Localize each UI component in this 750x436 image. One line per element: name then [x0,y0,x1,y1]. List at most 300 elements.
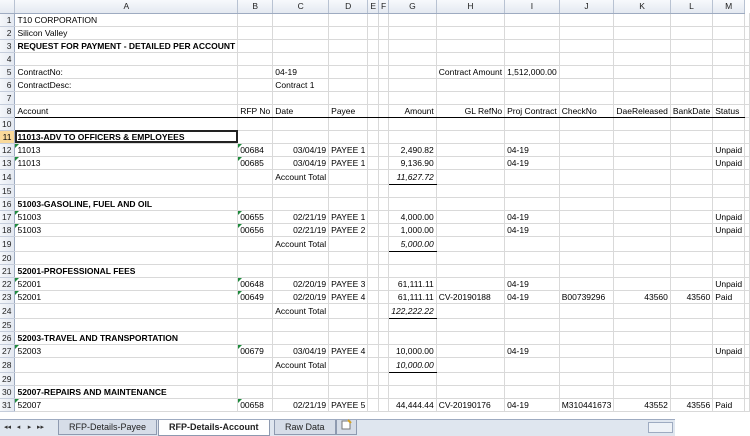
row-header[interactable]: 17 [0,210,15,223]
cell-k18[interactable] [614,223,671,236]
cell-f14[interactable] [379,169,389,184]
cell-d11[interactable] [329,130,368,143]
cell-l26[interactable] [670,331,712,344]
cell-g28[interactable]: 10,000.00 [389,357,437,372]
cell-a30[interactable]: 52007-REPAIRS AND MAINTENANCE [15,385,238,398]
cell-l10[interactable] [670,117,712,130]
cell-j7[interactable] [559,91,614,104]
cell-m20[interactable] [713,251,745,264]
cell-e13[interactable] [368,156,379,169]
cell-g27[interactable]: 10,000.00 [389,344,437,357]
cell-c31[interactable]: 02/21/19 [273,398,329,411]
cell-d19[interactable] [329,236,368,251]
cell-l1[interactable] [670,13,712,26]
row-header[interactable]: 16 [0,197,15,210]
cell-l6[interactable] [670,78,712,91]
cell-g17[interactable]: 4,000.00 [389,210,437,223]
cell-j5[interactable] [559,65,614,78]
cell-a1[interactable]: T10 CORPORATION [15,13,238,26]
column-header[interactable]: J [559,0,614,13]
cell-g4[interactable] [389,52,437,65]
cell-j6[interactable] [559,78,614,91]
cell-k26[interactable] [614,331,671,344]
cell-d14[interactable] [329,169,368,184]
cell-h25[interactable] [436,318,504,331]
cell-c19[interactable]: Account Total [273,236,329,251]
cell-a3[interactable]: REQUEST FOR PAYMENT - DETAILED PER ACCOUNT [15,39,238,52]
cell-i7[interactable] [505,91,560,104]
cell-c14[interactable]: Account Total [273,169,329,184]
cell-c26[interactable] [273,331,329,344]
row-header[interactable]: 18 [0,223,15,236]
cell-l31[interactable]: 43556 [670,398,712,411]
column-header[interactable]: G [389,0,437,13]
cell-i19[interactable] [505,236,560,251]
cell-h11[interactable] [436,130,504,143]
cell-a14[interactable] [15,169,238,184]
cell-l18[interactable] [670,223,712,236]
cell-c8[interactable]: Date [273,104,329,117]
cell-k20[interactable] [614,251,671,264]
cell-c18[interactable]: 02/21/19 [273,223,329,236]
cell-d16[interactable] [329,197,368,210]
cell-l28[interactable] [670,357,712,372]
cell-g22[interactable]: 61,111.11 [389,277,437,290]
cell-blank[interactable] [745,385,750,398]
cell-k7[interactable] [614,91,671,104]
cell-j28[interactable] [559,357,614,372]
cell-h15[interactable] [436,184,504,197]
cell-c16[interactable] [273,197,329,210]
cell-g18[interactable]: 1,000.00 [389,223,437,236]
cell-h23[interactable]: CV-20190188 [436,290,504,303]
cell-e16[interactable] [368,197,379,210]
cell-a26[interactable]: 52003-TRAVEL AND TRANSPORTATION [15,331,238,344]
cell-f20[interactable] [379,251,389,264]
cell-f7[interactable] [379,91,389,104]
cell-d2[interactable] [329,26,368,39]
cell-i14[interactable] [505,169,560,184]
row-header[interactable]: 13 [0,156,15,169]
cell-l2[interactable] [670,26,712,39]
cell-d29[interactable] [329,372,368,385]
cell-e6[interactable] [368,78,379,91]
cell-a15[interactable] [15,184,238,197]
cell-blank[interactable] [745,197,750,210]
cell-b3[interactable] [238,39,273,52]
cell-m28[interactable] [713,357,745,372]
row-header[interactable]: 19 [0,236,15,251]
horizontal-scrollbar[interactable] [648,422,673,433]
cell-blank[interactable] [745,104,750,117]
cell-k6[interactable] [614,78,671,91]
cell-blank[interactable] [745,156,750,169]
cell-blank[interactable] [745,357,750,372]
cell-b24[interactable] [238,303,273,318]
cell-m24[interactable] [713,303,745,318]
cell-f5[interactable] [379,65,389,78]
cell-b22[interactable]: 00648 [238,277,273,290]
cell-j14[interactable] [559,169,614,184]
cell-k30[interactable] [614,385,671,398]
cell-k12[interactable] [614,143,671,156]
cell-i4[interactable] [505,52,560,65]
row-header[interactable]: 24 [0,303,15,318]
cell-l17[interactable] [670,210,712,223]
cell-c15[interactable] [273,184,329,197]
cell-blank[interactable] [745,223,750,236]
cell-a11[interactable]: 11013-ADV TO OFFICERS & EMPLOYEES [15,130,238,143]
cell-f19[interactable] [379,236,389,251]
cell-h24[interactable] [436,303,504,318]
cell-e7[interactable] [368,91,379,104]
cell-a31[interactable]: 52007 [15,398,238,411]
cell-i30[interactable] [505,385,560,398]
cell-d1[interactable] [329,13,368,26]
cell-f8[interactable] [379,104,389,117]
cell-l12[interactable] [670,143,712,156]
cell-m6[interactable] [713,78,745,91]
cell-e31[interactable] [368,398,379,411]
cell-blank[interactable] [745,39,750,52]
cell-g30[interactable] [389,385,437,398]
cell-h14[interactable] [436,169,504,184]
cell-d28[interactable] [329,357,368,372]
column-header[interactable]: L [670,0,712,13]
cell-i21[interactable] [505,264,560,277]
cell-e4[interactable] [368,52,379,65]
cell-d5[interactable] [329,65,368,78]
cell-j31[interactable]: M310441673 [559,398,614,411]
row-header[interactable]: 22 [0,277,15,290]
cell-j2[interactable] [559,26,614,39]
cell-c11[interactable] [273,130,329,143]
cell-h22[interactable] [436,277,504,290]
cell-e1[interactable] [368,13,379,26]
row-header[interactable]: 10 [0,117,15,130]
cell-m30[interactable] [713,385,745,398]
cell-f26[interactable] [379,331,389,344]
cell-m31[interactable]: Paid [713,398,745,411]
cell-d13[interactable]: PAYEE 1 [329,156,368,169]
cell-d20[interactable] [329,251,368,264]
cell-a4[interactable] [15,52,238,65]
cell-i31[interactable]: 04-19 [505,398,560,411]
cell-h20[interactable] [436,251,504,264]
cell-blank[interactable] [745,65,750,78]
cell-blank[interactable] [745,303,750,318]
cell-c21[interactable] [273,264,329,277]
cell-b10[interactable] [238,117,273,130]
cell-a18[interactable]: 51003 [15,223,238,236]
cell-d3[interactable] [329,39,368,52]
cell-k27[interactable] [614,344,671,357]
column-header[interactable]: B [238,0,273,13]
cell-c25[interactable] [273,318,329,331]
row-header[interactable]: 4 [0,52,15,65]
cell-f25[interactable] [379,318,389,331]
cell-k22[interactable] [614,277,671,290]
cell-l23[interactable]: 43560 [670,290,712,303]
cell-g25[interactable] [389,318,437,331]
cell-f27[interactable] [379,344,389,357]
cell-e22[interactable] [368,277,379,290]
cell-f6[interactable] [379,78,389,91]
cell-l19[interactable] [670,236,712,251]
cell-i22[interactable]: 04-19 [505,277,560,290]
cell-j1[interactable] [559,13,614,26]
cell-b15[interactable] [238,184,273,197]
tab-raw-data[interactable]: Raw Data [274,420,336,435]
tab-rfp-details-account[interactable]: RFP-Details-Account [158,420,270,436]
cell-b16[interactable] [238,197,273,210]
cell-c28[interactable]: Account Total [273,357,329,372]
cell-k16[interactable] [614,197,671,210]
cell-blank[interactable] [745,318,750,331]
cell-e20[interactable] [368,251,379,264]
cell-m26[interactable] [713,331,745,344]
cell-j3[interactable] [559,39,614,52]
cell-m3[interactable] [713,39,745,52]
cell-f3[interactable] [379,39,389,52]
cell-a28[interactable] [15,357,238,372]
cell-h13[interactable] [436,156,504,169]
cell-j30[interactable] [559,385,614,398]
cell-b20[interactable] [238,251,273,264]
cell-i24[interactable] [505,303,560,318]
cell-j8[interactable]: CheckNo [559,104,614,117]
row-header[interactable]: 23 [0,290,15,303]
cell-h16[interactable] [436,197,504,210]
cell-i17[interactable]: 04-19 [505,210,560,223]
cell-d7[interactable] [329,91,368,104]
cell-blank[interactable] [745,210,750,223]
cell-g7[interactable] [389,91,437,104]
cell-h31[interactable]: CV-20190176 [436,398,504,411]
cell-d23[interactable]: PAYEE 4 [329,290,368,303]
cell-blank[interactable] [745,130,750,143]
cell-blank[interactable] [745,91,750,104]
cell-h4[interactable] [436,52,504,65]
cell-d17[interactable]: PAYEE 1 [329,210,368,223]
cell-c20[interactable] [273,251,329,264]
cell-m2[interactable] [713,26,745,39]
cell-j11[interactable] [559,130,614,143]
cell-c12[interactable]: 03/04/19 [273,143,329,156]
cell-m21[interactable] [713,264,745,277]
cell-j4[interactable] [559,52,614,65]
cell-l22[interactable] [670,277,712,290]
cell-d30[interactable] [329,385,368,398]
cell-h8[interactable]: GL RefNo [436,104,504,117]
cell-e8[interactable] [368,104,379,117]
cell-d15[interactable] [329,184,368,197]
cell-g8[interactable]: Amount [389,104,437,117]
cell-m1[interactable] [713,13,745,26]
row-header[interactable]: 8 [0,104,15,117]
column-header[interactable]: H [436,0,504,13]
column-header[interactable]: C [273,0,329,13]
cell-k29[interactable] [614,372,671,385]
cell-j18[interactable] [559,223,614,236]
cell-e26[interactable] [368,331,379,344]
cell-f17[interactable] [379,210,389,223]
cell-i12[interactable]: 04-19 [505,143,560,156]
cell-l3[interactable] [670,39,712,52]
cell-a2[interactable]: Silicon Valley [15,26,238,39]
cell-blank[interactable] [745,143,750,156]
cell-e12[interactable] [368,143,379,156]
cell-h1[interactable] [436,13,504,26]
cell-f30[interactable] [379,385,389,398]
cell-i8[interactable]: Proj Contract [505,104,560,117]
cell-j22[interactable] [559,277,614,290]
row-header[interactable]: 15 [0,184,15,197]
cell-b11[interactable] [238,130,273,143]
cell-b29[interactable] [238,372,273,385]
cell-c13[interactable]: 03/04/19 [273,156,329,169]
cell-k25[interactable] [614,318,671,331]
cell-blank[interactable] [745,277,750,290]
next-sheet-icon[interactable]: ▸ [27,424,32,431]
row-header[interactable]: 2 [0,26,15,39]
cell-i2[interactable] [505,26,560,39]
cell-h7[interactable] [436,91,504,104]
cell-i15[interactable] [505,184,560,197]
cell-a27[interactable]: 52003 [15,344,238,357]
cell-i18[interactable]: 04-19 [505,223,560,236]
cell-m16[interactable] [713,197,745,210]
cell-a5[interactable]: ContractNo: [15,65,238,78]
cell-e24[interactable] [368,303,379,318]
cell-d21[interactable] [329,264,368,277]
cell-a12[interactable]: 11013 [15,143,238,156]
cell-b13[interactable]: 00685 [238,156,273,169]
last-sheet-icon[interactable]: ▸▸ [36,424,45,431]
cell-d24[interactable] [329,303,368,318]
cell-g23[interactable]: 61,111.11 [389,290,437,303]
cell-blank[interactable] [745,117,750,130]
cell-i5[interactable]: 1,512,000.00 [505,65,560,78]
cell-b6[interactable] [238,78,273,91]
cell-k31[interactable]: 43552 [614,398,671,411]
cell-h2[interactable] [436,26,504,39]
cell-blank[interactable] [745,78,750,91]
cell-b1[interactable] [238,13,273,26]
cell-k10[interactable] [614,117,671,130]
cell-b31[interactable]: 00658 [238,398,273,411]
cell-a23[interactable]: 52001 [15,290,238,303]
cell-m13[interactable]: Unpaid [713,156,745,169]
cell-b17[interactable]: 00655 [238,210,273,223]
cell-h19[interactable] [436,236,504,251]
row-header[interactable]: 20 [0,251,15,264]
cell-j17[interactable] [559,210,614,223]
row-header[interactable]: 27 [0,344,15,357]
cell-blank[interactable] [745,290,750,303]
cell-m7[interactable] [713,91,745,104]
tab-rfp-details-payee[interactable]: RFP-Details-Payee [58,420,157,435]
cell-h21[interactable] [436,264,504,277]
cell-l13[interactable] [670,156,712,169]
cell-i29[interactable] [505,372,560,385]
cell-h26[interactable] [436,331,504,344]
cell-e14[interactable] [368,169,379,184]
cell-b28[interactable] [238,357,273,372]
cell-e18[interactable] [368,223,379,236]
cell-h30[interactable] [436,385,504,398]
cell-f13[interactable] [379,156,389,169]
row-header[interactable]: 31 [0,398,15,411]
cell-b19[interactable] [238,236,273,251]
cell-f2[interactable] [379,26,389,39]
cell-f15[interactable] [379,184,389,197]
cell-c24[interactable]: Account Total [273,303,329,318]
cell-l20[interactable] [670,251,712,264]
cell-g19[interactable]: 5,000.00 [389,236,437,251]
cell-f29[interactable] [379,372,389,385]
cell-j25[interactable] [559,318,614,331]
cell-a10[interactable] [15,117,238,130]
cell-a20[interactable] [15,251,238,264]
cell-d10[interactable] [329,117,368,130]
cell-i20[interactable] [505,251,560,264]
cell-e2[interactable] [368,26,379,39]
cell-f22[interactable] [379,277,389,290]
cell-l30[interactable] [670,385,712,398]
cell-g5[interactable] [389,65,437,78]
column-header[interactable]: F [379,0,389,13]
cell-g1[interactable] [389,13,437,26]
cell-i10[interactable] [505,117,560,130]
column-header[interactable]: I [505,0,560,13]
cell-e28[interactable] [368,357,379,372]
cell-f16[interactable] [379,197,389,210]
cell-l8[interactable]: BankDate [670,104,712,117]
cell-e23[interactable] [368,290,379,303]
cell-l14[interactable] [670,169,712,184]
cell-f4[interactable] [379,52,389,65]
row-header[interactable]: 29 [0,372,15,385]
cell-blank[interactable] [745,372,750,385]
cell-k3[interactable] [614,39,671,52]
row-header[interactable]: 1 [0,13,15,26]
cell-blank[interactable] [745,264,750,277]
cell-l27[interactable] [670,344,712,357]
cell-l15[interactable] [670,184,712,197]
cell-c30[interactable] [273,385,329,398]
cell-m10[interactable] [713,117,745,130]
cell-e11[interactable] [368,130,379,143]
cell-blank[interactable] [745,169,750,184]
cell-j13[interactable] [559,156,614,169]
cell-i13[interactable]: 04-19 [505,156,560,169]
cell-h10[interactable] [436,117,504,130]
column-header[interactable]: K [614,0,671,13]
cell-f28[interactable] [379,357,389,372]
cell-g6[interactable] [389,78,437,91]
cell-g20[interactable] [389,251,437,264]
cell-i1[interactable] [505,13,560,26]
cell-h18[interactable] [436,223,504,236]
cell-e27[interactable] [368,344,379,357]
cell-k5[interactable] [614,65,671,78]
cell-g10[interactable] [389,117,437,130]
cell-f1[interactable] [379,13,389,26]
cell-blank[interactable] [745,344,750,357]
row-header[interactable]: 14 [0,169,15,184]
cell-h5[interactable]: Contract Amount [436,65,504,78]
